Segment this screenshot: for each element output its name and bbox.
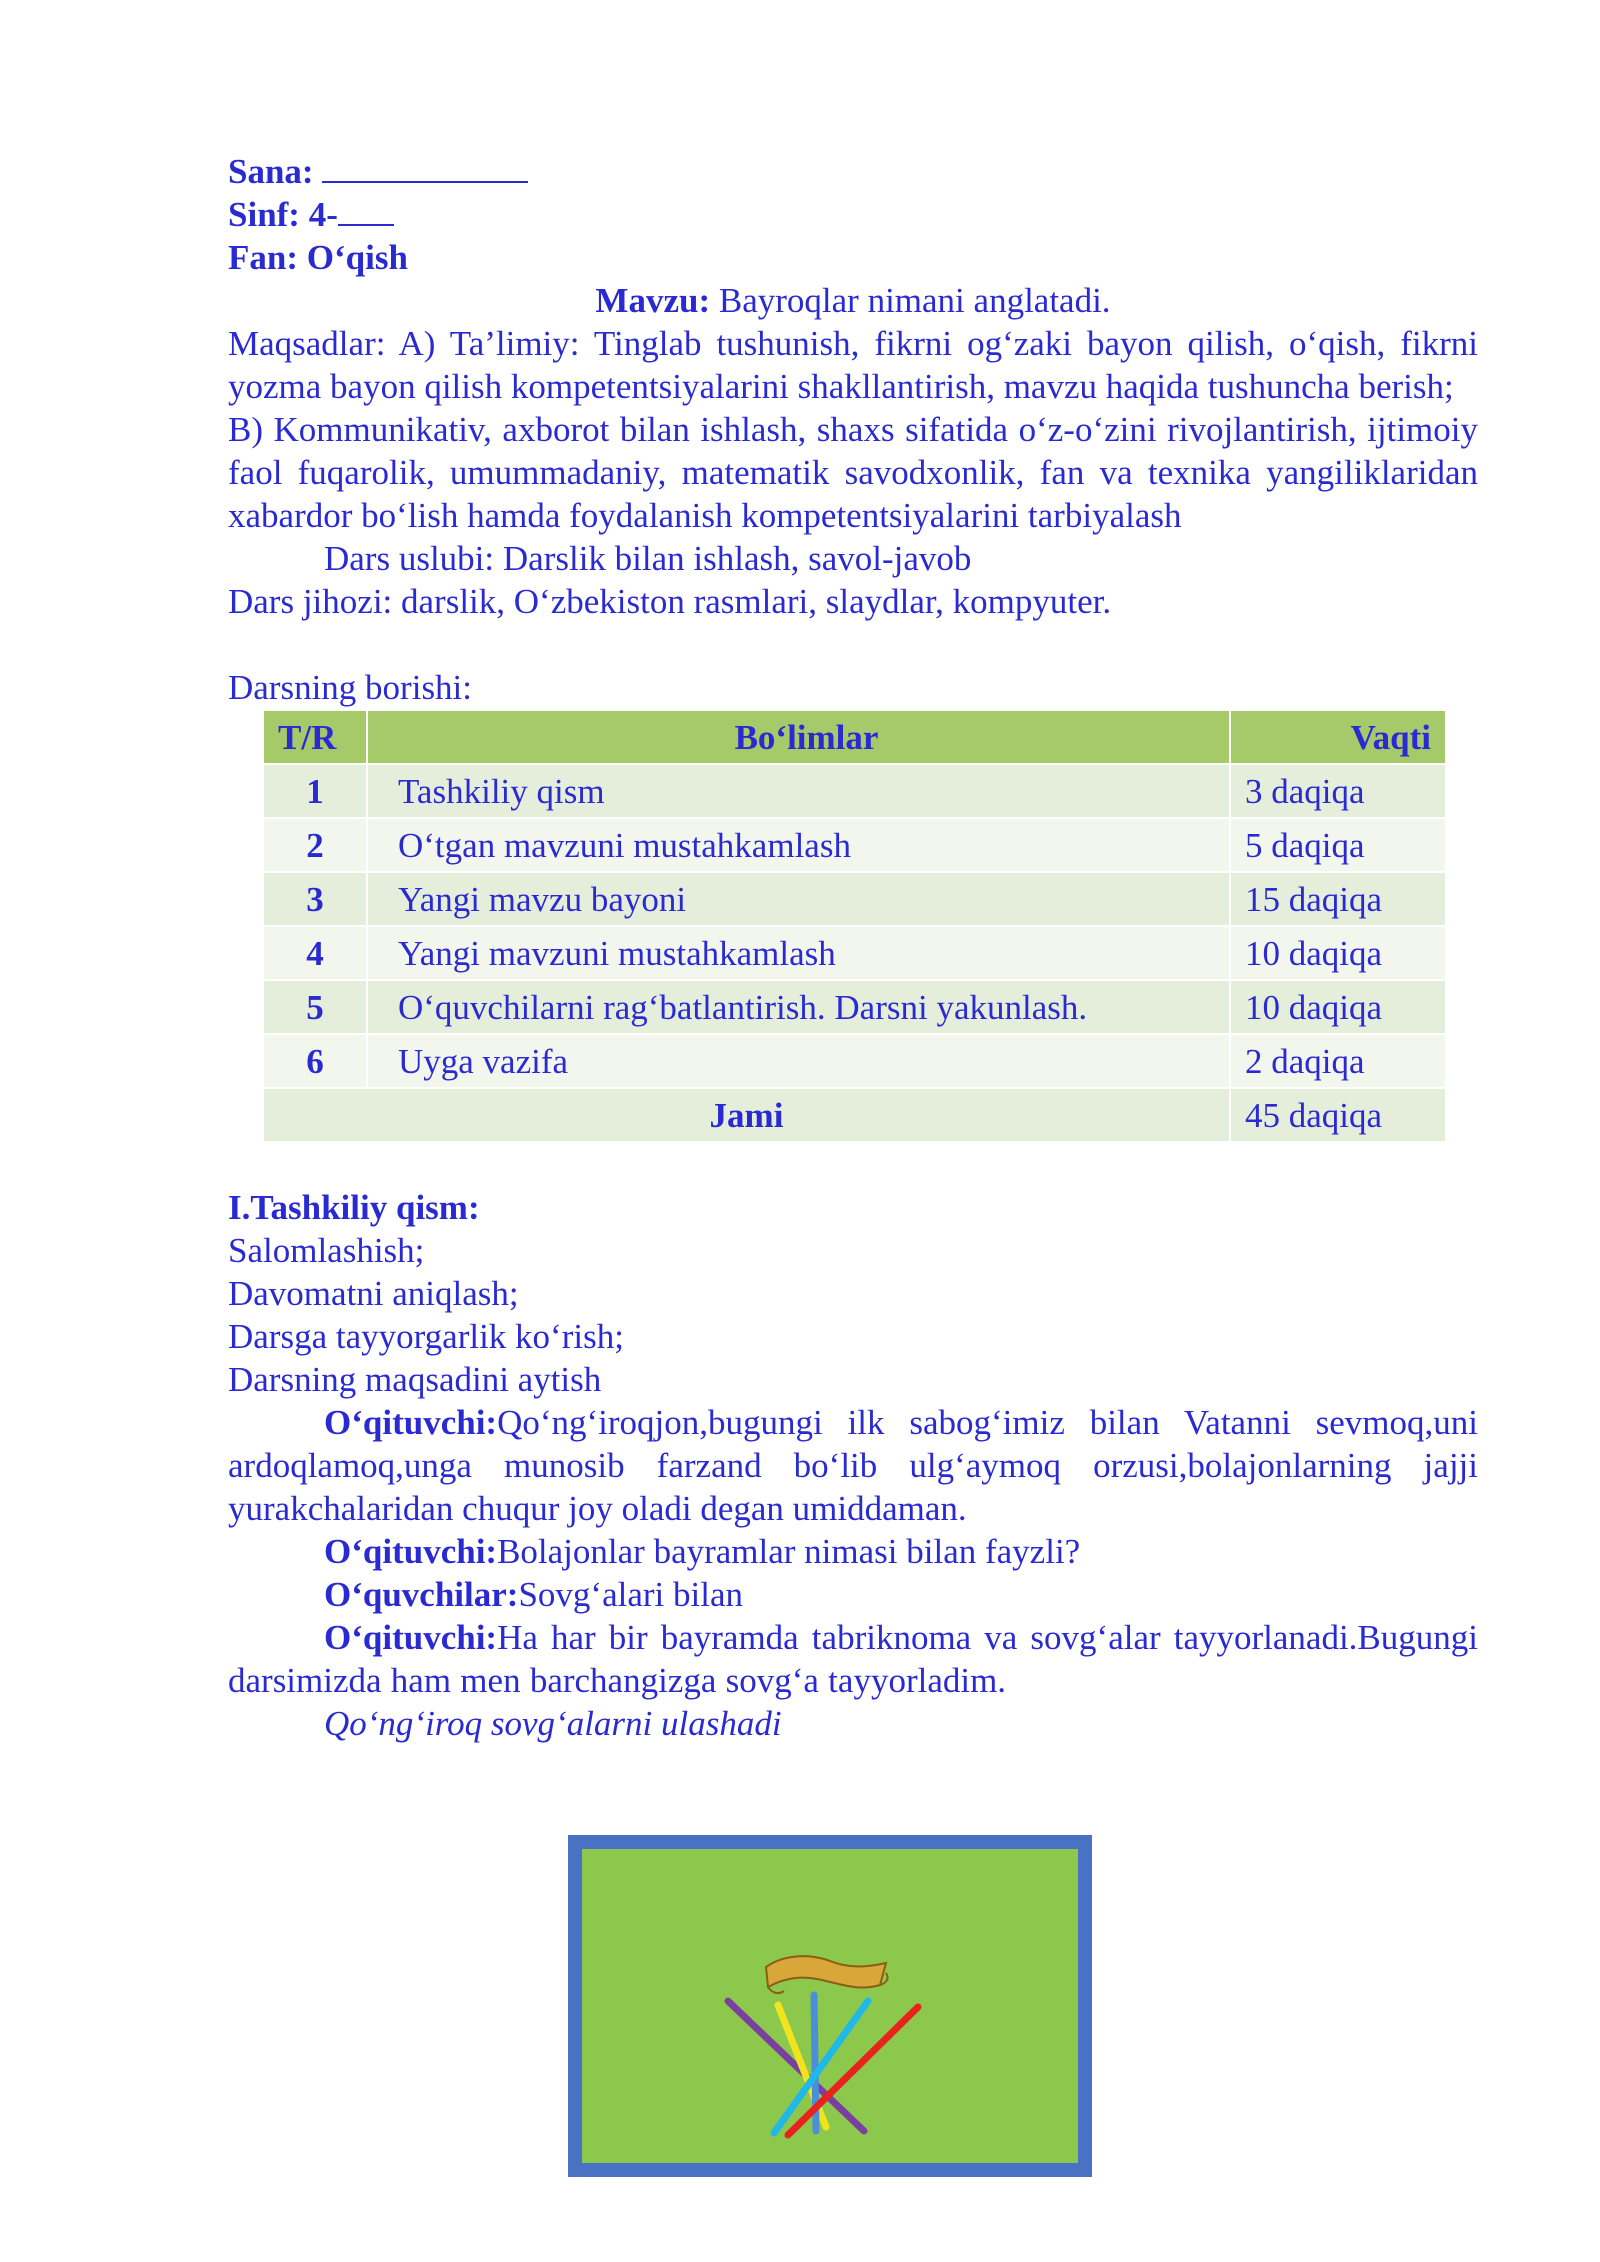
row-number: 1: [263, 764, 367, 818]
table-row: [263, 872, 1446, 926]
dialogue-line: [228, 1616, 1478, 1702]
picture-background: [582, 1849, 1078, 2163]
plan-title: Darsning borishi:: [228, 668, 473, 707]
row-time: 2 daqiqa: [1230, 1034, 1446, 1088]
goals-b: B) Kommunikativ, axborot bilan ishlash, shaxs sifatida o‘z-o‘zini rivojlantirish, ijtimoiy faol fuqarolik, umummadaniy, matematik savodxonlik, fan va texnika yangiliklaridan xabardor bo‘lish hamda foydalanish kompetentsiyalarini tarbiyalash: [228, 410, 1478, 535]
list-item: Darsning maqsadini aytish: [228, 1360, 602, 1399]
lesson-plan-page: [228, 150, 1478, 1745]
total-time: 45 daqiqa: [1230, 1088, 1446, 1142]
speaker-label: O‘qituvchi:: [324, 1532, 498, 1571]
row-time: 5 daqiqa: [1230, 818, 1446, 872]
row-number: 6: [263, 1034, 367, 1088]
row-section: Tashkiliy qism: [367, 764, 1230, 818]
row-number: 3: [263, 872, 367, 926]
row-number: 2: [263, 818, 367, 872]
dialogue-text: Ha har bir bayramda tabriknoma va sovg‘alar tayyorlanadi.Bugungi darsimizda ham men barchangizga sovg‘a tayyorladim.: [228, 1618, 1478, 1700]
equipment-line: Dars jihozi: darslik, O‘zbekiston rasmlari, slaydlar, kompyuter.: [228, 582, 1112, 621]
dialogue-line: [228, 1401, 1478, 1530]
speaker-label: O‘quvchilar:: [324, 1575, 519, 1614]
speaker-label: O‘qituvchi:: [324, 1403, 498, 1442]
table-row: [263, 764, 1446, 818]
row-section: Yangi mavzu bayoni: [367, 872, 1230, 926]
lesson-plan-table: [262, 709, 1447, 1143]
row-time: 10 daqiqa: [1230, 980, 1446, 1034]
method-line: Dars uslubi: Darslik bilan ishlash, savol-javob: [324, 539, 972, 578]
row-time: 3 daqiqa: [1230, 764, 1446, 818]
row-number: 5: [263, 980, 367, 1034]
stage-note: Qo‘ng‘iroq sovg‘alarni ulashadi: [324, 1704, 782, 1743]
flags-picture: [568, 1835, 1092, 2177]
speaker-label: O‘qituvchi:: [324, 1618, 498, 1657]
row-section: Uyga vazifa: [367, 1034, 1230, 1088]
header-sections: Bo‘limlar: [367, 710, 1230, 764]
dialogue-line: [228, 1530, 1478, 1573]
row-time: 15 daqiqa: [1230, 872, 1446, 926]
header-tr: T/R: [263, 710, 367, 764]
date-blank: [322, 151, 528, 183]
table-row: [263, 1034, 1446, 1088]
header-time: Vaqti: [1230, 710, 1446, 764]
row-time: 10 daqiqa: [1230, 926, 1446, 980]
gift-flags-illustration: [568, 1835, 1092, 2177]
list-item: Darsga tayyorgarlik ko‘rish;: [228, 1317, 624, 1356]
dialogue-line: [228, 1573, 1478, 1616]
subject-line: Fan: O‘qish: [228, 238, 408, 277]
table-row: [263, 980, 1446, 1034]
date-line: Sana:: [228, 150, 1478, 193]
dialogue-text: Qo‘ng‘iroqjon,bugungi ilk sabog‘imiz bilan Vatanni sevmoq,uni ardoqlamoq,unga munosib farzand bo‘lib ulg‘aymoq orzusi,bolajonlarning jajji yurakchalaridan chuqur joy oladi degan umiddaman.: [228, 1403, 1478, 1528]
goals-a: Maqsadlar: A) Ta’limiy: Tinglab tushunish, fikrni og‘zaki bayon qilish, o‘qish, fikrni yozma bayon qilish kompetentsiyalarini shakllantirish, mavzu haqida tushuncha berish;: [228, 324, 1478, 406]
total-label: Jami: [263, 1088, 1230, 1142]
list-item: Salomlashish;: [228, 1231, 425, 1270]
table-row: [263, 926, 1446, 980]
row-section: O‘tgan mavzuni mustahkamlash: [367, 818, 1230, 872]
class-blank: [338, 194, 394, 226]
section-heading-organizational: I.Tashkiliy qism:: [228, 1188, 480, 1227]
row-section: O‘quvchilarni rag‘batlantirish. Darsni yakunlash.: [367, 980, 1230, 1034]
table-total-row: [263, 1088, 1446, 1142]
topic-line: Mavzu: Bayroqlar nimani anglatadi.: [595, 281, 1111, 320]
table-row: [263, 818, 1446, 872]
dialogue-text: Sovg‘alari bilan: [518, 1575, 743, 1614]
row-section: Yangi mavzuni mustahkamlash: [367, 926, 1230, 980]
row-number: 4: [263, 926, 367, 980]
class-line: Sinf: 4-: [228, 193, 1478, 236]
dialogue-text: Bolajonlar bayramlar nimasi bilan fayzli?: [497, 1532, 1081, 1571]
list-item: Davomatni aniqlash;: [228, 1274, 519, 1313]
table-header-row: [263, 710, 1446, 764]
